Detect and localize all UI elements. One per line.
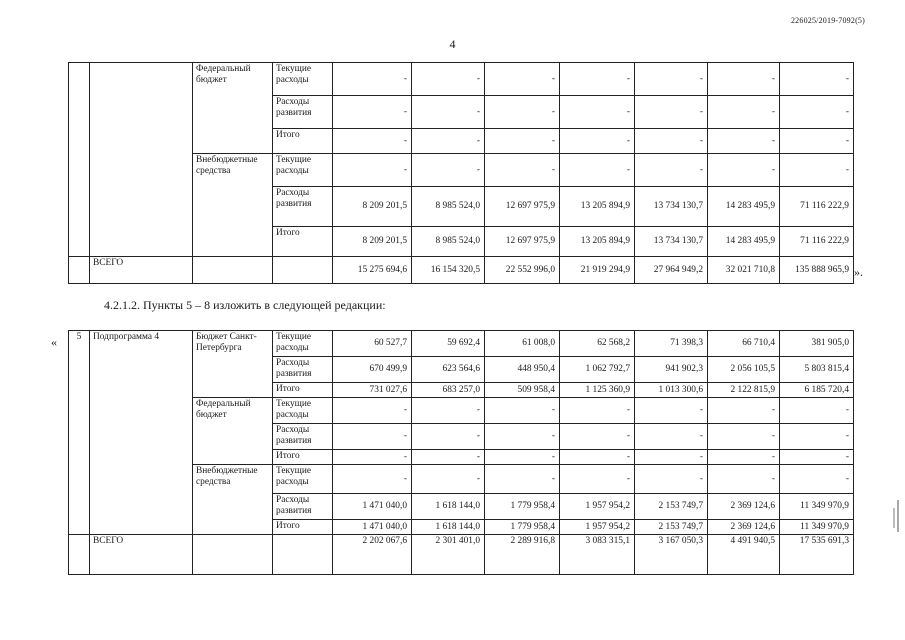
total-label: ВСЕГО [90,257,193,284]
value-cell: - [780,465,854,494]
value-cell: - [708,424,780,450]
value-cell: 2 153 749,7 [635,520,708,535]
value-cell: - [708,96,780,129]
total-value-cell: 3 083 315,1 [560,535,635,575]
value-cell: 13 734 130,7 [635,187,708,227]
value-cell: - [780,398,854,424]
value-cell: 381 905,0 [780,331,854,357]
value-cell: 2 153 749,7 [635,494,708,520]
total-value-cell: 135 888 965,9 [780,257,854,284]
value-cell: - [780,96,854,129]
total-value-cell: 4 491 940,5 [708,535,780,575]
value-cell: 13 205 894,9 [560,227,635,257]
value-cell: - [560,129,635,154]
value-cell: - [560,398,635,424]
value-cell: - [780,450,854,465]
value-cell: - [560,154,635,187]
source-cell: Внебюджетные средства [193,154,273,257]
source-cell [193,535,273,575]
total-value-cell: 2 301 401,0 [412,535,485,575]
value-cell: - [485,154,560,187]
value-cell: 8 985 524,0 [412,227,485,257]
value-cell: - [333,450,412,465]
value-cell: - [635,129,708,154]
value-cell: 941 902,3 [635,357,708,383]
value-cell: - [412,63,485,96]
value-cell: - [333,154,412,187]
value-cell: 62 568,2 [560,331,635,357]
opening-quote: « [51,335,57,349]
value-cell: - [333,398,412,424]
expense-type-cell: Расходы развития [273,187,333,227]
value-cell: 6 185 720,4 [780,383,854,398]
value-cell: - [485,129,560,154]
total-row [69,535,854,575]
expense-type-cell: Текущие расходы [273,331,333,357]
document-id: 226025/2019-7092(5) [790,16,865,25]
value-cell: 14 283 495,9 [708,187,780,227]
value-cell: 61 008,0 [485,331,560,357]
total-value-cell: 32 021 710,8 [708,257,780,284]
expense-type-cell: Текущие расходы [273,465,333,494]
value-cell: 12 697 975,9 [485,227,560,257]
value-cell: 1 013 300,6 [635,383,708,398]
value-cell: 623 564,6 [412,357,485,383]
expense-type-cell: Итого [273,520,333,535]
value-cell: 2 369 124,6 [708,494,780,520]
value-cell: 60 527,7 [333,331,412,357]
value-cell: - [485,424,560,450]
value-cell: 2 056 105,5 [708,357,780,383]
value-cell: - [635,63,708,96]
value-cell: 11 349 970,9 [780,494,854,520]
value-cell: - [560,465,635,494]
expense-type-cell: Итого [273,227,333,257]
value-cell: - [635,424,708,450]
value-cell: - [485,465,560,494]
number-cell [69,63,90,257]
value-cell: - [635,96,708,129]
value-cell: - [635,450,708,465]
table-row [69,63,854,96]
page-number: 4 [449,37,456,51]
number-cell: 5 [69,331,90,535]
value-cell: 13 734 130,7 [635,227,708,257]
value-cell: - [708,129,780,154]
value-cell: - [333,465,412,494]
value-cell: - [412,96,485,129]
value-cell: - [708,154,780,187]
value-cell: 8 209 201,5 [333,187,412,227]
value-cell: - [560,63,635,96]
value-cell: 2 369 124,6 [708,520,780,535]
source-cell: Внебюджетные средства [193,465,273,535]
total-value-cell: 27 964 949,2 [635,257,708,284]
value-cell: 1 618 144,0 [412,520,485,535]
value-cell: - [635,465,708,494]
expense-type-cell: Текущие расходы [273,63,333,96]
value-cell: 11 349 970,9 [780,520,854,535]
value-cell: - [412,129,485,154]
total-value-cell: 21 919 294,9 [560,257,635,284]
value-cell: - [708,63,780,96]
value-cell: 71 116 222,9 [780,227,854,257]
value-cell: 1 125 360,9 [560,383,635,398]
expense-type-cell: Текущие расходы [273,154,333,187]
value-cell: - [780,63,854,96]
expense-type-cell: Итого [273,129,333,154]
total-row [69,257,854,284]
value-cell: - [560,424,635,450]
value-cell: - [560,96,635,129]
value-cell: - [708,398,780,424]
value-cell: 448 950,4 [485,357,560,383]
value-cell: - [333,96,412,129]
value-cell: - [485,398,560,424]
value-cell: 2 122 815,9 [708,383,780,398]
source-cell: Федеральный бюджет [193,63,273,154]
value-cell: 66 710,4 [708,331,780,357]
value-cell: 1 779 958,4 [485,520,560,535]
expense-type-cell: Расходы развития [273,357,333,383]
expense-type-cell: Итого [273,450,333,465]
expense-type-cell [273,535,333,575]
value-cell: - [485,450,560,465]
value-cell: 14 283 495,9 [708,227,780,257]
total-value-cell: 3 167 050,3 [635,535,708,575]
value-cell: 1 618 144,0 [412,494,485,520]
source-cell: Федеральный бюджет [193,398,273,465]
budget-table-subprogram-4 [68,330,854,575]
value-cell: - [412,450,485,465]
value-cell: 1 957 954,2 [560,520,635,535]
number-cell [69,535,90,575]
value-cell: 8 209 201,5 [333,227,412,257]
value-cell: 71 398,3 [635,331,708,357]
value-cell: 731 027,6 [333,383,412,398]
table-row [69,331,854,357]
value-cell: - [485,63,560,96]
value-cell: - [412,465,485,494]
expense-type-cell [273,257,333,284]
value-cell: 71 116 222,9 [780,187,854,227]
value-cell: - [560,450,635,465]
expense-type-cell: Итого [273,383,333,398]
program-cell [90,63,193,257]
total-value-cell: 22 552 996,0 [485,257,560,284]
value-cell: - [333,424,412,450]
value-cell: 509 958,4 [485,383,560,398]
value-cell: - [412,398,485,424]
value-cell: - [635,154,708,187]
total-value-cell: 16 154 320,5 [412,257,485,284]
source-cell [193,257,273,284]
value-cell: 1 471 040,0 [333,494,412,520]
total-value-cell: 2 289 916,8 [485,535,560,575]
total-label: ВСЕГО [90,535,193,575]
value-cell: 1 471 040,0 [333,520,412,535]
expense-type-cell: Расходы развития [273,96,333,129]
value-cell: 1 957 954,2 [560,494,635,520]
value-cell: 5 803 815,4 [780,357,854,383]
value-cell: - [333,129,412,154]
program-cell: Подпрограмма 4 [90,331,193,535]
source-cell: Бюджет Санкт-Петербурга [193,331,273,398]
value-cell: 683 257,0 [412,383,485,398]
value-cell: 13 205 894,9 [560,187,635,227]
value-cell: - [412,154,485,187]
value-cell: 59 692,4 [412,331,485,357]
value-cell: - [635,398,708,424]
expense-type-cell: Расходы развития [273,424,333,450]
value-cell: 12 697 975,9 [485,187,560,227]
amendment-caption: 4.2.1.2. Пункты 5 – 8 изложить в следующей редакции: [104,298,386,312]
budget-table-continued [68,62,854,284]
value-cell: 1 062 792,7 [560,357,635,383]
value-cell: - [780,154,854,187]
value-cell: - [708,465,780,494]
value-cell: 1 779 958,4 [485,494,560,520]
expense-type-cell: Текущие расходы [273,398,333,424]
value-cell: - [780,424,854,450]
value-cell: 8 985 524,0 [412,187,485,227]
total-value-cell: 17 535 691,3 [780,535,854,575]
total-value-cell: 15 275 694,6 [333,257,412,284]
value-cell: - [333,63,412,96]
value-cell: 670 499,9 [333,357,412,383]
value-cell: - [412,424,485,450]
value-cell: - [780,129,854,154]
expense-type-cell: Расходы развития [273,494,333,520]
total-value-cell: 2 202 067,6 [333,535,412,575]
closing-quote: ». [854,265,863,279]
value-cell: - [485,96,560,129]
number-cell [69,257,90,284]
value-cell: - [708,450,780,465]
